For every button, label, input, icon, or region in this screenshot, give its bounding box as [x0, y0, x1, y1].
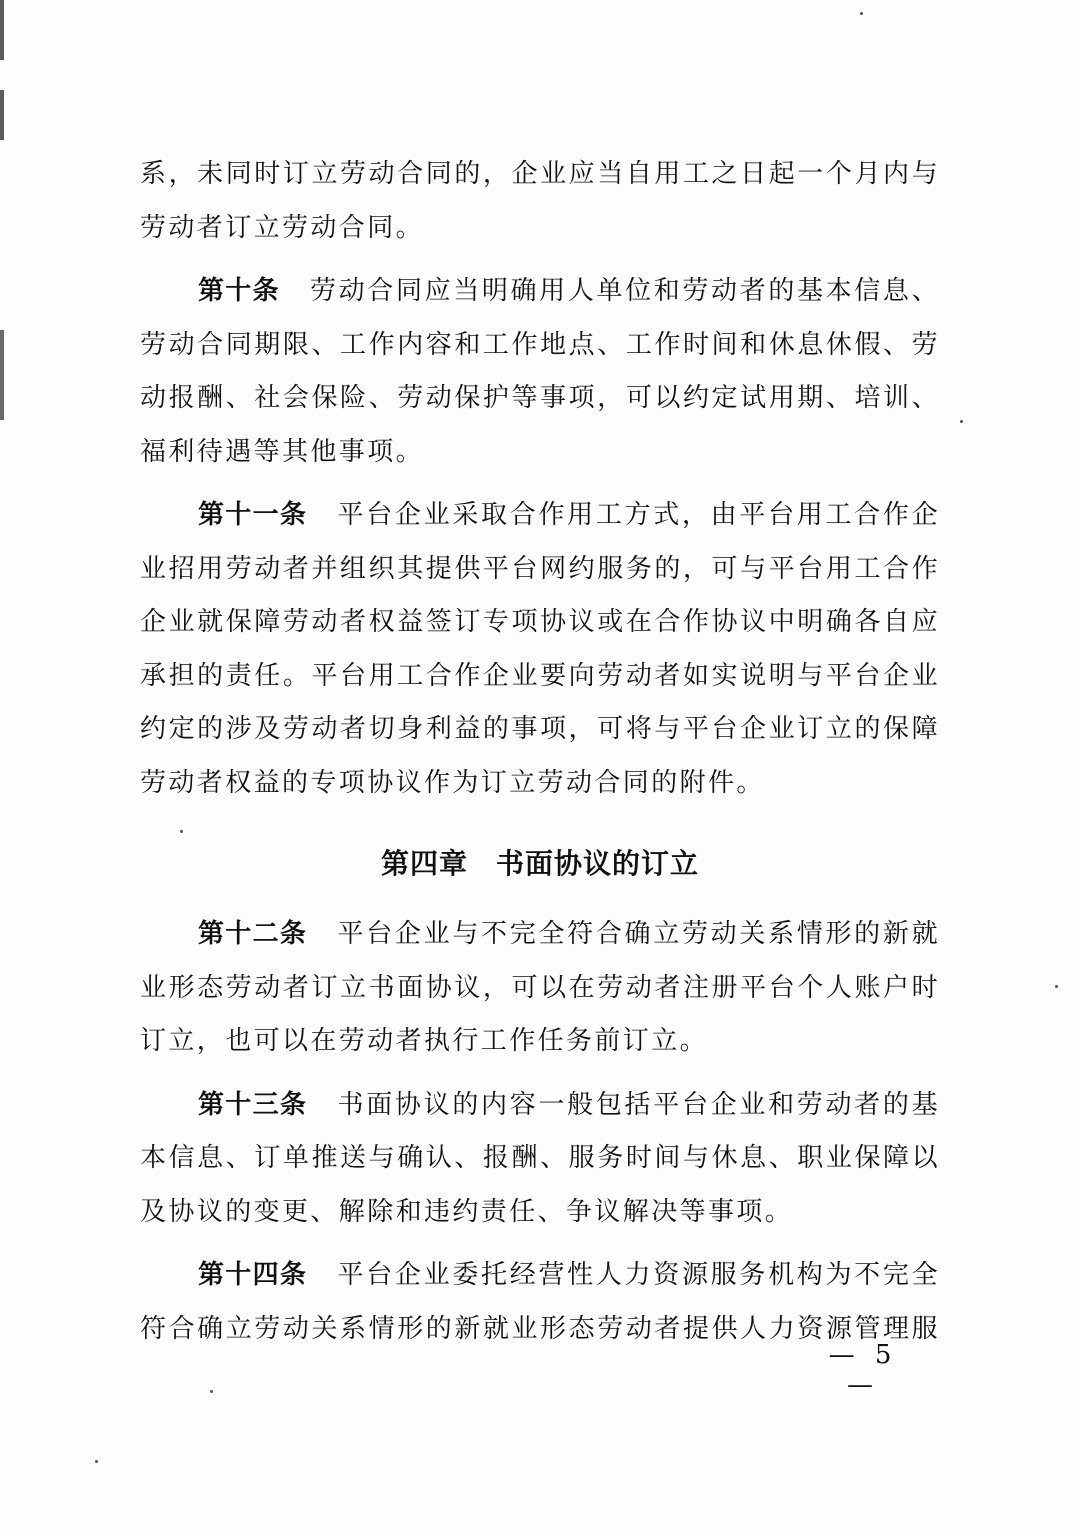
document-body: [140, 148, 940, 1356]
chapter-number: 第四章: [380, 847, 468, 880]
text-line: 企业就保障劳动者权益签订专项协议或在合作协议中明确各自应: [140, 607, 940, 637]
article-11-first-line: [140, 489, 940, 543]
text-line: 约定的涉及劳动者切身利益的事项，可将与平台企业订立的保障: [140, 714, 940, 744]
text-line: 系，未同时订立劳动合同的，企业应当自用工之日起一个月内与: [140, 159, 940, 189]
article-heading: 第十二条: [198, 919, 308, 949]
chapter-title: 书面协议的订立: [496, 847, 700, 880]
article-14-first-line: [140, 1249, 940, 1303]
text-line: 劳动合同应当明确用人单位和劳动者的基本信息、: [309, 276, 940, 306]
article-heading: 第十一条: [198, 500, 308, 530]
scan-speck: [860, 12, 863, 15]
chapter-heading: [140, 824, 940, 904]
page-number: — 5 —: [828, 1340, 898, 1400]
text-line: 平台企业采取合作用工方式，由平台用工合作企: [337, 500, 940, 530]
text-line: 平台企业委托经营性人力资源服务机构为不完全: [337, 1260, 940, 1290]
article-heading: 第十四条: [198, 1260, 308, 1290]
scan-speck: [1055, 985, 1058, 988]
article-heading: 第十三条: [198, 1089, 308, 1120]
article-heading: 第十条: [198, 276, 280, 306]
text-line: 符合确立劳动关系情形的新就业形态劳动者提供人力资源管理服: [140, 1313, 940, 1344]
article-10-first-line: [140, 265, 940, 319]
text-line: 业招用劳动者并组织其提供平台网约服务的，可与平台用工合作: [140, 553, 940, 584]
text-line: 平台企业与不完全符合确立劳动关系情形的新就: [337, 919, 940, 949]
article-13-first-line: [140, 1079, 940, 1133]
text-line: 本信息、订单推送与确认、报酬、服务时间与休息、职业保障以: [140, 1143, 940, 1173]
article-12-first-line: [140, 908, 940, 962]
text-line: 劳动合同期限、工作内容和工作地点、工作时间和休息休假、劳: [140, 329, 940, 360]
scan-speck: [210, 1390, 213, 1393]
scan-speck: [95, 1460, 98, 1463]
text-line: 劳动者订立劳动合同。: [140, 212, 425, 243]
text-line: 承担的责任。平台用工合作企业要向劳动者如实说明与平台企业: [140, 660, 940, 691]
text-line: 动报酬、社会保险、劳动保护等事项，可以约定试用期、培训、: [140, 383, 940, 413]
scan-speck: [180, 830, 183, 833]
text-line: 及协议的变更、解除和违约责任、争议解决等事项。: [140, 1196, 794, 1227]
scan-speck: [960, 420, 963, 423]
text-line: 福利待遇等其他事项。: [140, 436, 425, 467]
text-line: 业形态劳动者订立书面协议，可以在劳动者注册平台个人账户时: [140, 972, 940, 1003]
text-line: 订立，也可以在劳动者执行工作任务前订立。: [140, 1026, 709, 1056]
text-line: 劳动者权益的专项协议作为订立劳动合同的附件。: [140, 767, 765, 798]
scan-edge-artifact: [0, 0, 4, 430]
text-line: 书面协议的内容一般包括平台企业和劳动者的基: [337, 1089, 940, 1120]
